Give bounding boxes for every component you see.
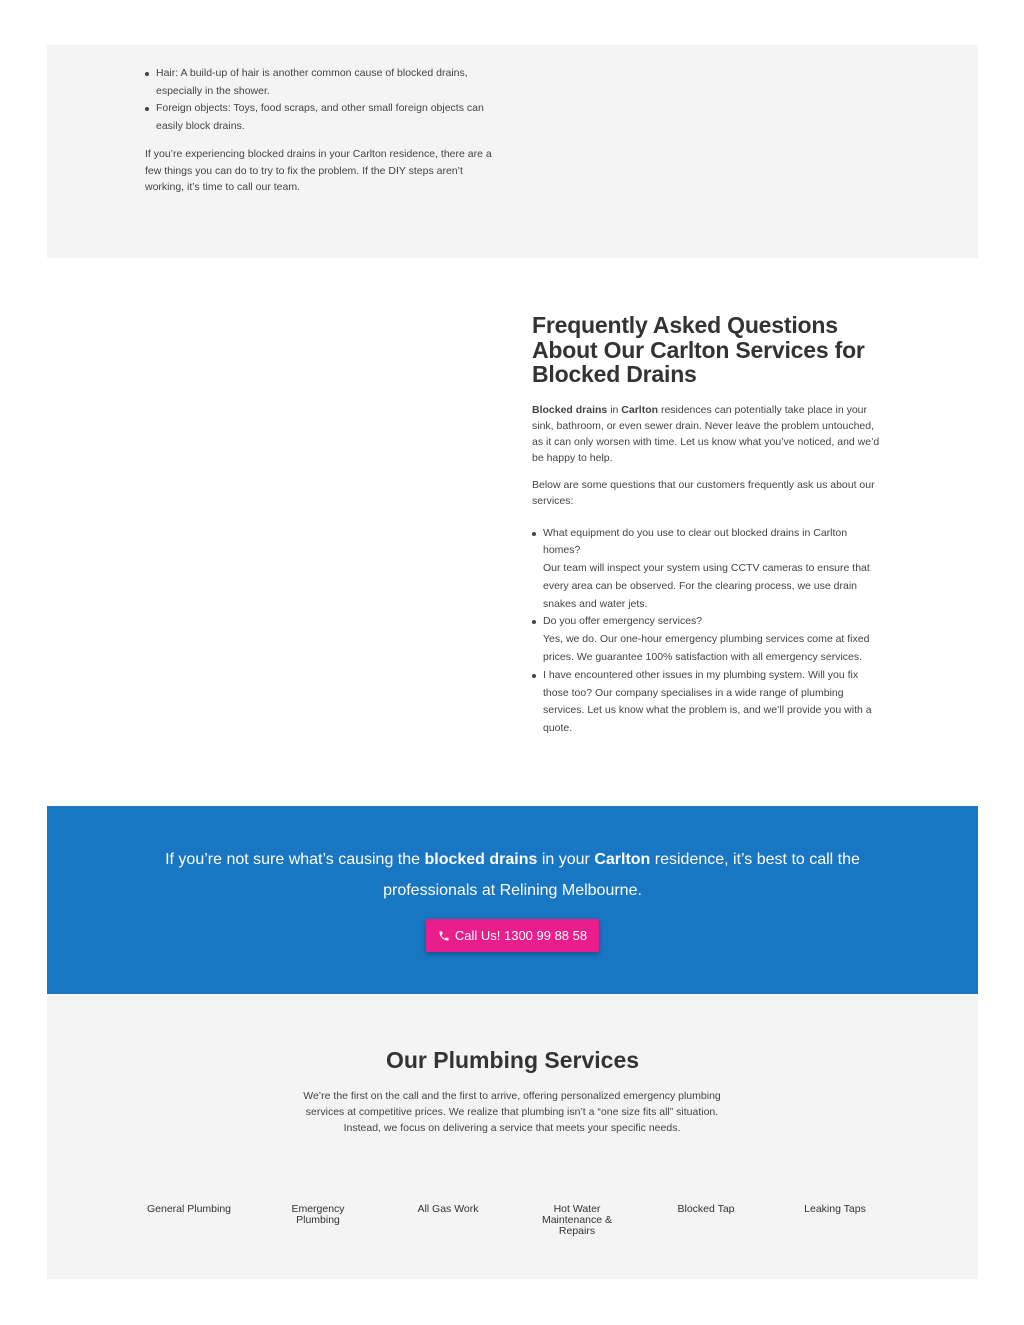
services-description: We’re the first on the call and the first to arrive, offering personalized emergency plumbing services at competitive prices. We realize that plumbing isn’t a “one size fits all” situation. Instead, we focus on delivering a service that meets your specific needs.	[303, 1090, 721, 1134]
cta-bold-carlton: Carlton	[594, 851, 651, 868]
faq-question: What equipment do you use to clear out blocked drains in Carlton homes?	[543, 526, 848, 557]
cta-text	[127, 844, 898, 906]
faq-question: Do you offer emergency services?	[543, 615, 703, 628]
service-general-plumbing[interactable]: General Plumbing	[146, 1203, 232, 1215]
faq-lead: Below are some questions that our customers frequently ask us about our services:	[532, 478, 875, 507]
call-us-button[interactable]	[426, 919, 599, 952]
faq-answer: Our team will inspect your system using CCTV cameras to ensure that every area can be observed. For the clearing process, we use drain snakes and water jets.	[543, 562, 870, 610]
intro-text: residences can potentially take place in your sink, bathroom, or even sewer drain. Never leave the problem untouched, as it can only worsen with time. Let us know what you’ve noticed, and we’d be happy to help.	[532, 403, 880, 464]
plumbing-services-section	[47, 994, 978, 1279]
service-all-gas-work[interactable]: All Gas Work	[417, 1203, 479, 1215]
drain-causes-section	[47, 45, 978, 258]
faq-item	[532, 667, 882, 738]
faq-question: I have encountered other issues in my plumbing system. Will you fix those too? Our company specialises in a wide range of plumbing services. Let us know what the problem is, and we’ll provide you with a quote.	[543, 668, 872, 735]
faq-title: Frequently Asked Questions About Our Carlton Services for Blocked Drains	[532, 312, 865, 387]
faq-section	[532, 313, 882, 738]
services-title: Our Plumbing Services	[385, 1047, 640, 1073]
service-blocked-tap[interactable]: Blocked Tap	[677, 1203, 735, 1215]
diy-paragraph: If you’re experiencing blocked drains in your Carlton residence, there are a few things you can do to try to fix the problem. If the DIY steps aren’t working, it’s time to call our team.	[145, 148, 492, 193]
intro-bold-blocked-drains: Blocked drains	[532, 403, 608, 416]
cta-text-part: in your	[537, 851, 595, 868]
call-us-label: Call Us! 1300 99 88 58	[454, 928, 588, 943]
call-to-action-banner	[47, 806, 978, 994]
causes-list	[145, 65, 490, 135]
phone-icon	[438, 930, 450, 942]
faq-item	[532, 525, 882, 614]
cta-text-part: residence, it’s best to call the professionals at Relining Melbourne.	[383, 851, 860, 899]
list-item: Hair: A build-up of hair is another common cause of blocked drains, especially in the shower.	[145, 65, 490, 100]
intro-bold-carlton: Carlton	[621, 403, 659, 416]
service-emergency-plumbing[interactable]: Emergency Plumbing	[291, 1203, 345, 1226]
faq-item	[532, 613, 882, 666]
cta-text-part: If you’re not sure what’s causing the	[165, 851, 425, 868]
cta-bold-blocked-drains: blocked drains	[424, 851, 538, 868]
service-leaking-taps[interactable]: Leaking Taps	[804, 1203, 866, 1215]
service-hot-water[interactable]: Hot Water Maintenance & Repairs	[541, 1203, 613, 1237]
intro-text: in	[607, 403, 622, 416]
faq-answer: Yes, we do. Our one-hour emergency plumbing services come at fixed prices. We guarantee 100% satisfaction with all emergency services.	[543, 633, 870, 664]
faq-intro	[532, 402, 882, 466]
faq-list	[532, 525, 882, 739]
list-item: Foreign objects: Toys, food scraps, and other small foreign objects can easily block drains.	[145, 100, 490, 135]
